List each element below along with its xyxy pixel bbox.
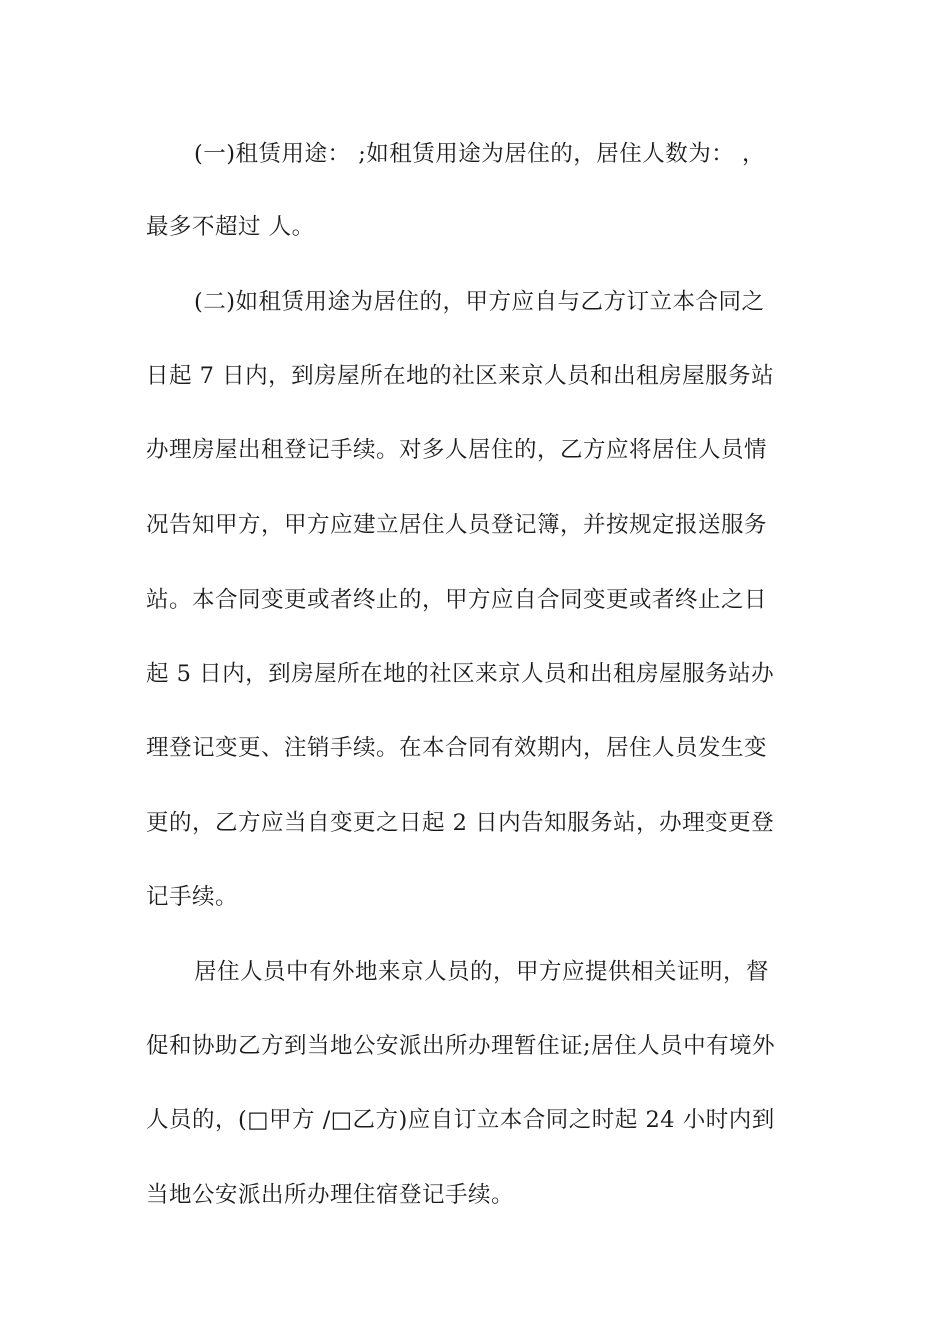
paragraph-2-line-3: 办理房屋出租登记手续。对多人居住的，乙方应将居住人员情 [146, 437, 768, 463]
paragraph-2-line-7: 理登记变更、注销手续。在本合同有效期内，居住人员发生变 [146, 735, 768, 761]
paragraph-3-line-1: 居住人员中有外地来京人员的，甲方应提供相关证明，督 [194, 959, 770, 985]
paragraph-2-line-6: 起 5 日内，到房屋所在地的社区来京人员和出租房屋服务站办 [146, 661, 775, 687]
paragraph-2-line-9: 记手续。 [146, 884, 239, 910]
paragraph-2-line-1: (二)如租赁用途为居住的，甲方应自与乙方订立本合同之 [194, 289, 765, 315]
paragraph-2-line-5: 站。本合同变更或者终止的，甲方应自合同变更或者终止之日 [146, 587, 768, 613]
paragraph-3-line-4: 当地公安派出所办理住宿登记手续。 [146, 1182, 515, 1208]
paragraph-1-line-2: 最多不超过 人。 [146, 214, 315, 240]
paragraph-2-line-4: 况告知甲方，甲方应建立居住人员登记簿，并按规定报送服务 [146, 512, 768, 538]
paragraph-3-line-2: 促和协助乙方到当地公安派出所办理暂住证;居住人员中有境外 [146, 1033, 776, 1059]
paragraph-1-line-1: (一)租赁用途： ;如租赁用途为居住的，居住人数为： ， [194, 141, 765, 167]
paragraph-2-line-2: 日起 7 日内，到房屋所在地的社区来京人员和出租房屋服务站 [146, 363, 775, 389]
paragraph-3-line-3: 人员的，(□甲方 /□乙方)应自订立本合同之时起 24 小时内到 [146, 1107, 775, 1133]
paragraph-2-line-8: 更的，乙方应当自变更之日起 2 日内告知服务站，办理变更登 [146, 810, 775, 836]
